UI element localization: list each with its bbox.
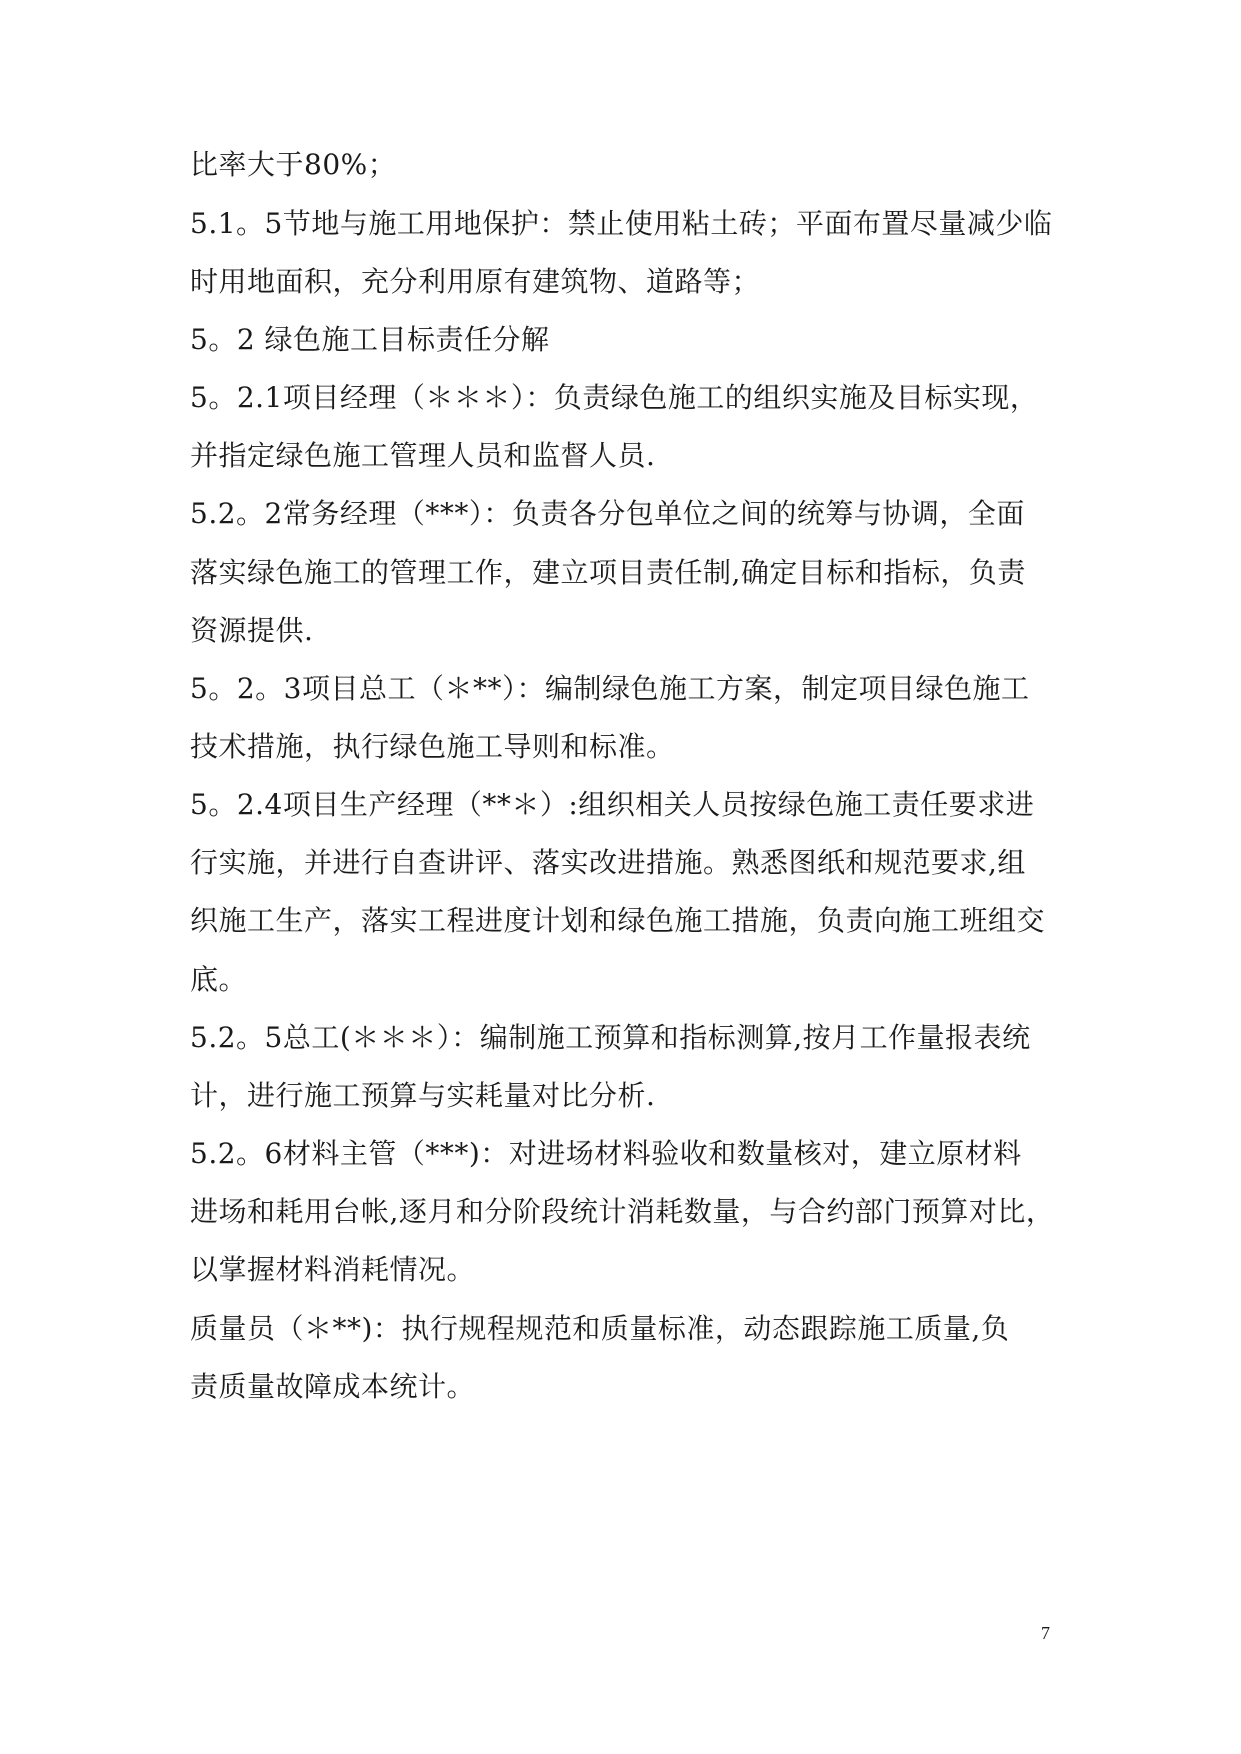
text-line: 技术措施，执行绿色施工导则和标准。 [190, 730, 675, 763]
text-line: 责质量故障成本统计。 [190, 1370, 476, 1403]
text-line: 落实绿色施工的管理工作，建立项目责任制,确定目标和指标，负责 [190, 556, 1026, 589]
text-line: 5。2.1项目经理（＊＊＊）：负责绿色施工的组织实施及目标实现， [190, 381, 1039, 414]
text-line: 计，进行施工预算与实耗量对比分析. [190, 1079, 656, 1112]
page-number: 7 [1041, 1623, 1050, 1643]
text-line: 资源提供. [190, 614, 314, 647]
text-line: 5.2。5总工(＊＊＊）：编制施工预算和指标测算,按月工作量报表统 [190, 1021, 1031, 1054]
text-line: 行实施，并进行自查讲评、落实改进措施。熟悉图纸和规范要求,组 [190, 846, 1026, 879]
text-line: 质量员（＊**)：执行规程规范和质量标准，动态跟踪施工质量,负 [190, 1312, 1010, 1345]
text-line: 5.2。6材料主管（***)：对进场材料验收和数量核对，建立原材料 [190, 1137, 1022, 1170]
text-line: 时用地面积，充分利用原有建筑物、道路等； [190, 265, 761, 298]
text-line: 并指定绿色施工管理人员和监督人员. [190, 439, 656, 472]
text-line: 5.2。2常务经理（***）：负责各分包单位之间的统筹与协调，全面 [190, 497, 1025, 530]
text-line: 以掌握材料消耗情况。 [190, 1253, 476, 1286]
section-heading: 5。2 绿色施工目标责任分解 [190, 323, 550, 356]
text-line: 5.1。5节地与施工用地保护：禁止使用粘土砖；平面布置尽量减少临 [190, 207, 1053, 240]
text-line: 底。 [190, 963, 248, 996]
text-line: 5。2.4项目生产经理（**＊）:组织相关人员按绿色施工责任要求进 [190, 788, 1035, 821]
text-line: 5。2。3项目总工（＊**）：编制绿色施工方案，制定项目绿色施工 [190, 672, 1030, 705]
text-line: 比率大于80%； [190, 148, 397, 181]
text-line: 进场和耗用台帐,逐月和分阶段统计消耗数量，与合约部门预算对比， [190, 1195, 1055, 1228]
text-line: 织施工生产，落实工程进度计划和绿色施工措施，负责向施工班组交 [190, 904, 1046, 937]
